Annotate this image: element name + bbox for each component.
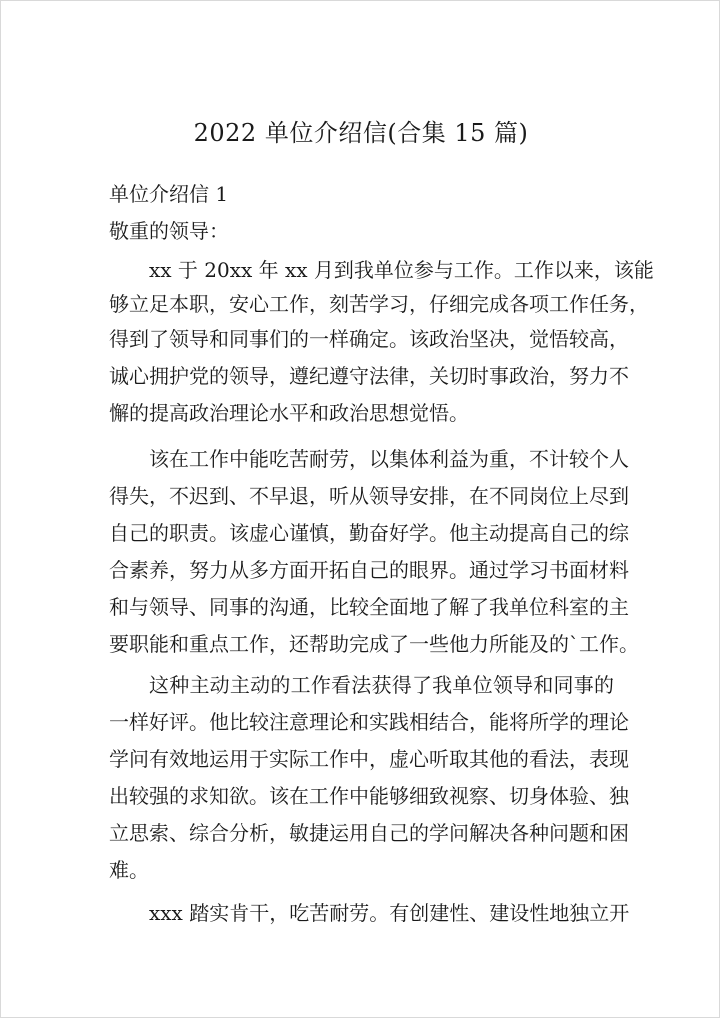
paragraph-1-line-4: 诚心拥护党的领导，遵纪遵守法律，关切时事政治，努力不 — [109, 364, 629, 388]
paragraph-2-line-3: 自己的职责。该虚心谨慎，勤奋好学。他主动提高自己的综 — [109, 521, 629, 545]
paragraph-2-line-1: 该在工作中能吃苦耐劳，以集体利益为重，不计较个人 — [149, 447, 629, 471]
paragraph-4-line-1: xxx 踏实肯干，吃苦耐劳。有创建性、建设性地独立开 — [149, 901, 630, 925]
paragraph-3-line-2: 一样好评。他比较注意理论和实践相结合，能将所学的理论 — [109, 710, 629, 734]
paragraph-2-line-6: 要职能和重点工作，还帮助完成了一些他力所能及的`工作。 — [109, 632, 639, 656]
paragraph-1-line-3: 得到了领导和同事们的一样确定。该政治坚决，觉悟较高， — [109, 327, 629, 351]
paragraph-2-line-2: 得失，不迟到、不早退，听从领导安排，在不同岗位上尽到 — [109, 484, 629, 508]
paragraph-2-line-4: 合素养，努力从多方面开拓自己的眼界。通过学习书面材料 — [109, 558, 629, 582]
paragraph-2-line-5: 和与领导、同事的沟通，比较全面地了解了我单位科室的主 — [109, 595, 629, 619]
paragraph-3-line-4: 出较强的求知欲。该在工作中能够细致视察、切身体验、独 — [109, 784, 629, 808]
paragraph-3-line-1: 这种主动主动的工作看法获得了我单位领导和同事的 — [149, 673, 614, 697]
document-title: 2022 单位介绍信(合集 15 篇) — [193, 119, 529, 147]
salutation: 敬重的领导： — [109, 219, 229, 243]
paragraph-3-line-5: 立思索、综合分析，敏捷运用自己的学问解决各种问题和困 — [109, 821, 629, 845]
paragraph-1-line-5: 懈的提高政治理论水平和政治思想觉悟。 — [109, 401, 469, 425]
paragraph-3-line-6: 难。 — [109, 858, 149, 882]
paragraph-3-line-3: 学问有效地运用于实际工作中，虚心听取其他的看法，表现 — [109, 747, 629, 771]
letter-heading: 单位介绍信 1 — [109, 182, 229, 206]
paragraph-1-line-2: 够立足本职，安心工作，刻苦学习，仔细完成各项工作任务， — [109, 292, 649, 316]
paragraph-1-line-1: xx 于 20xx 年 xx 月到我单位参与工作。工作以来，该能 — [149, 258, 654, 282]
